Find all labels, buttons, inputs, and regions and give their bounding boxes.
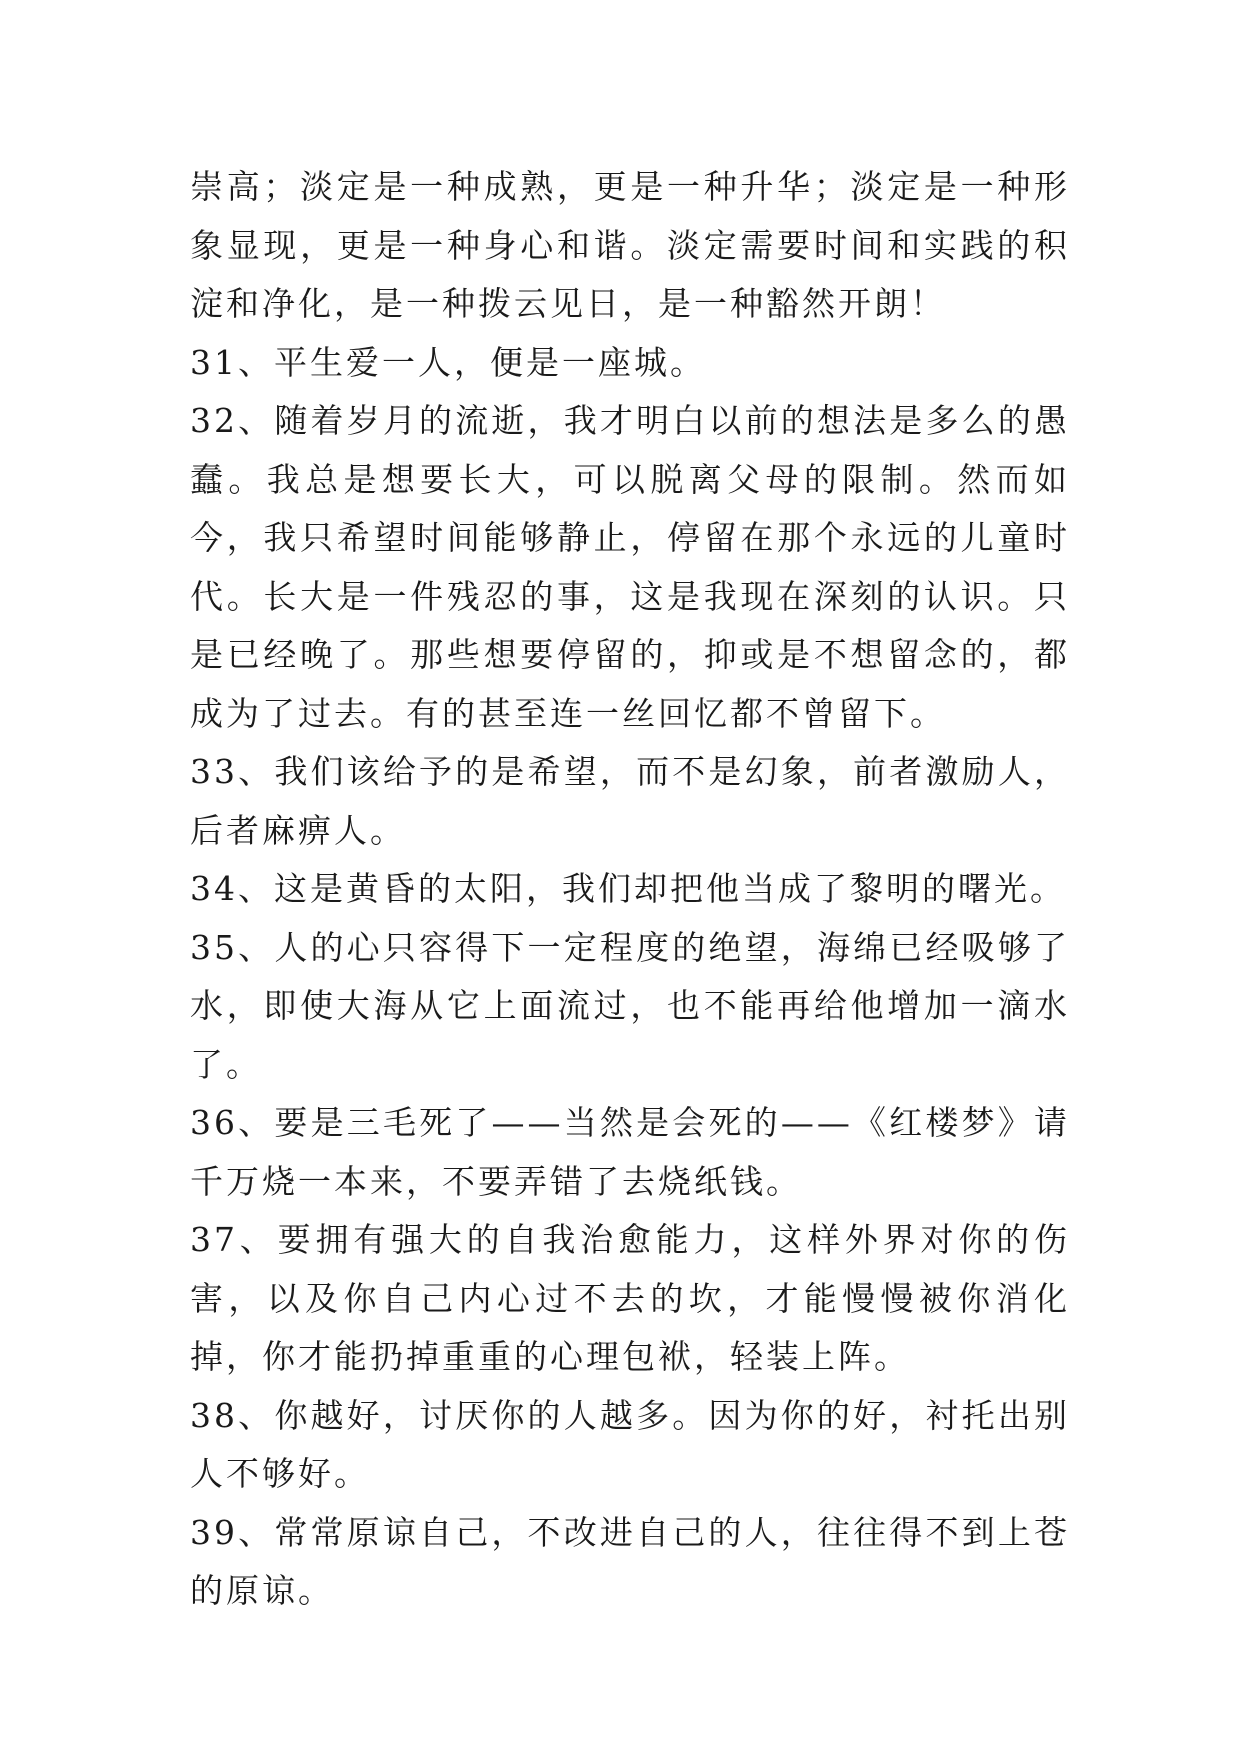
- paragraph-32: 32、随着岁月的流逝，我才明白以前的想法是多么的愚蠢。我总是想要长大，可以脱离父母的限制。然而如今，我只希望时间能够静止，停留在那个永远的儿童时代。长大是一件残忍的事，这是我现在深刻的认识。只是已经晚了。那些想要停留的，抑或是不想留念的，都成为了过去。有的甚至连一丝回忆都不曾留下。: [190, 401, 1070, 733]
- paragraph-39: 39、常常原谅自己，不改进自己的人，往往得不到上苍的原谅。: [190, 1512, 1070, 1610]
- paragraph-continuation: 崇高；淡定是一种成熟，更是一种升华；淡定是一种形象显现，更是一种身心和谐。淡定需要时间和实践的积淀和净化，是一种拨云见日，是一种豁然开朗！: [190, 167, 1070, 323]
- paragraph-37: 37、要拥有强大的自我治愈能力，这样外界对你的伤害，以及你自己内心过不去的坎，才能慢慢被你消化掉，你才能扔掉重重的心理包袱，轻装上阵。: [190, 1220, 1070, 1376]
- paragraph-31: 31、平生爱一人，便是一座城。: [190, 342, 706, 382]
- paragraph-36: 36、要是三毛死了——当然是会死的——《红楼梦》请千万烧一本来，不要弄错了去烧纸钱。: [190, 1103, 1070, 1201]
- paragraph-33: 33、我们该给予的是希望，而不是幻象，前者激励人，后者麻痹人。: [190, 752, 1070, 850]
- paragraph-35: 35、人的心只容得下一定程度的绝望，海绵已经吸够了水，即使大海从它上面流过，也不能再给他增加一滴水了。: [190, 927, 1070, 1084]
- paragraph-34: 34、这是黄昏的太阳，我们却把他当成了黎明的曙光。: [190, 869, 1066, 908]
- paragraph-38: 38、你越好，讨厌你的人越多。因为你的好，衬托出别人不够好。: [190, 1395, 1070, 1493]
- document-body: [190, 158, 1070, 1621]
